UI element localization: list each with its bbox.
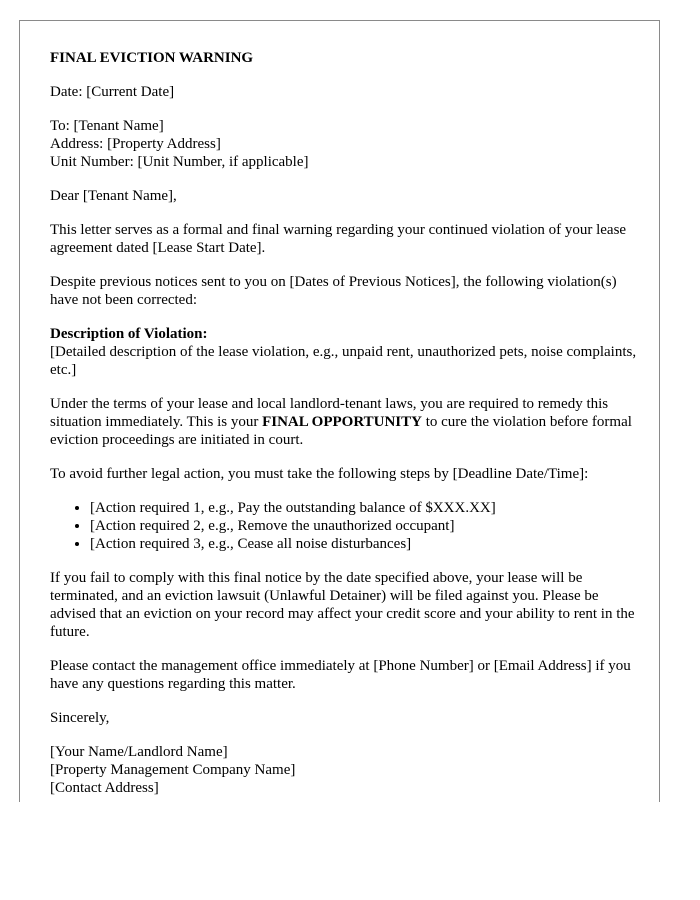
violation-label: Description of Violation: [50,326,208,342]
date-line: Date: [Current Date] [50,84,175,100]
paragraph-intro: This letter serves as a formal and final warning regarding your continued violation of your lease agreement dated [Lease Start Date]. [50,222,627,256]
signature-block [50,743,640,797]
action-item-2: • [Action required 2, e.g., Remove the unauthorized occupant] [90,517,640,535]
recipient-unit: Unit Number: [Unit Number, if applicable] [50,154,309,170]
paragraph-terms [50,395,640,449]
recipient-address: Address: [Property Address] [50,136,221,152]
closing: Sincerely, [50,710,110,726]
terms-text-after: to cure the violation before formal eviction proceedings are initiated in court. [50,414,632,448]
violation-description: [Detailed description of the lease violation, e.g., unpaid rent, unauthorized pets, noise complaints, etc.] [50,344,637,378]
action-list [50,499,640,553]
letter-page [19,20,660,802]
final-opportunity-emphasis: FINAL OPPORTUNITY [262,414,422,430]
paragraph-notices: Despite previous notices sent to you on [Dates of Previous Notices], the following violation(s) have not been corrected: [50,274,617,308]
paragraph-consequences: If you fail to comply with this final notice by the date specified above, your lease will be terminated, and an eviction lawsuit (Unlawful Detainer) will be filed against you. Please be advised that an eviction on your record may affect your credit score and your ability to rent in the future. [50,570,635,640]
letter-title: FINAL EVICTION WARNING [50,50,254,66]
letter-content [50,49,640,797]
paragraph-contact: Please contact the management office immediately at [Phone Number] or [Email Address] if you have any questions regarding this matter. [50,658,631,692]
salutation: Dear [Tenant Name], [50,188,177,204]
signature-name: [Your Name/Landlord Name] [50,744,228,760]
violation-block [50,325,640,379]
signature-address: [Contact Address] [50,780,159,796]
action-item-3: • [Action required 3, e.g., Cease all noise disturbances] [90,535,640,553]
paragraph-steps: To avoid further legal action, you must take the following steps by [Deadline Date/Time]: [50,466,589,482]
terms-text-before: Under the terms of your lease and local landlord-tenant laws, you are required to remedy this situation immediately. This is your [50,396,609,430]
recipient-to: To: [Tenant Name] [50,118,164,134]
recipient-block [50,117,640,171]
action-item-1: • [Action required 1, e.g., Pay the outstanding balance of $XXX.XX] [90,499,640,517]
signature-company: [Property Management Company Name] [50,762,296,778]
